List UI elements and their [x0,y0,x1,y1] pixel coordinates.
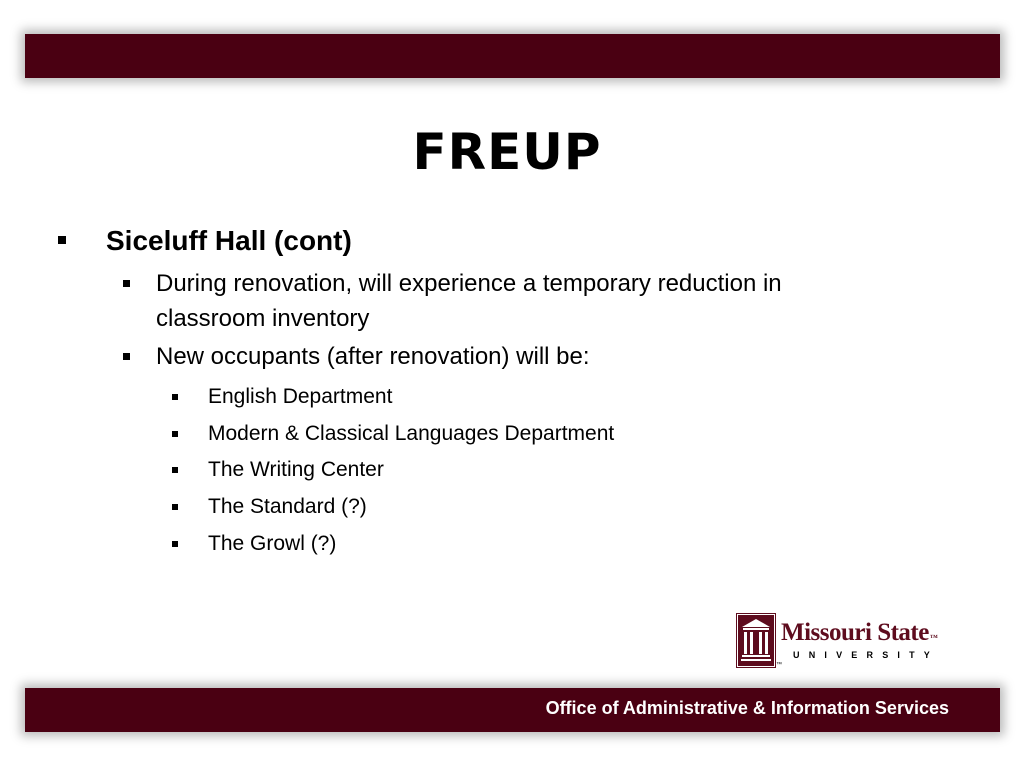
bullet-renovation-line2: classroom inventory [156,305,370,332]
bullet-marker-l2 [123,353,130,360]
bullet-marker-l3 [172,467,178,473]
building-icon [736,613,776,668]
logo-university: UNIVERSITY [793,650,940,660]
bullet-renovation-line1: During renovation, will experience a temporary reduction in [156,270,782,297]
bullet-marker-l2 [123,280,130,287]
bullet-siceluff-hall: Siceluff Hall (cont) [106,225,352,256]
bullet-marker-l3 [172,431,178,437]
bullet-marker-l3 [172,394,178,400]
list-item: The Writing Center [208,458,384,481]
list-item: The Growl (?) [208,532,337,555]
list-item: The Standard (?) [208,495,367,518]
slide-title: FREUP [412,123,602,181]
bullet-marker-l1 [58,236,66,244]
top-banner [25,34,1000,78]
bullet-marker-l3 [172,504,178,510]
logo-trademark: ™ [929,633,938,642]
list-item: English Department [208,385,393,408]
missouri-state-logo [736,613,966,671]
logo-trademark-small: ™ [776,662,782,668]
footer-banner [25,688,1000,732]
logo-wordmark [781,619,937,652]
footer-office-name: Office of Administrative & Information Services [545,698,949,718]
logo-name-text: Missouri State [781,619,929,646]
bullet-marker-l3 [172,541,178,547]
list-item: Modern & Classical Languages Department [208,422,615,445]
bullet-new-occupants: New occupants (after renovation) will be: [156,343,590,370]
